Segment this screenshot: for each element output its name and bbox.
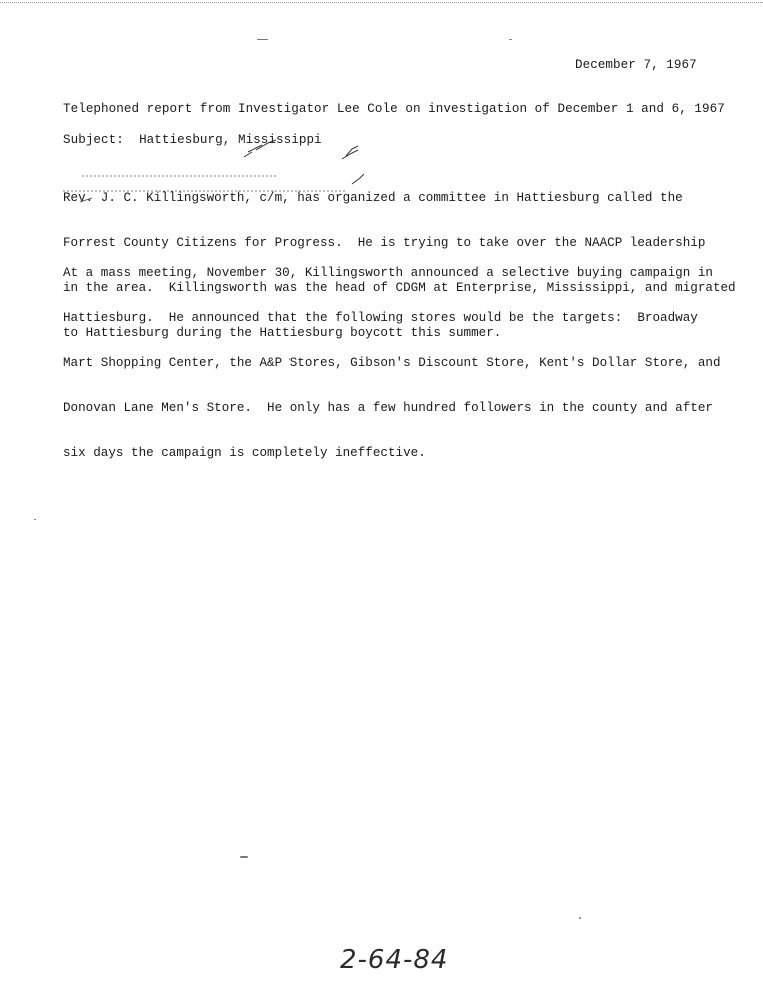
paragraph-line: Forrest County Citizens for Progress. He is trying to take over the NAACP leadership <box>63 236 706 250</box>
report-intro: Telephoned report from Investigator Lee Cole on investigation of December 1 and 6, 1967 <box>63 102 725 116</box>
paragraph-line: to Hattiesburg during the Hattiesburg boycott this summer. <box>63 326 502 340</box>
paragraph-line: At a mass meeting, November 30, Killingsworth announced a selective buying campaign in <box>63 266 713 280</box>
pen-mark <box>80 198 92 202</box>
paragraph-line: Rev. J. C. Killingsworth, c/m, has organized a committee in Hattiesburg called the <box>63 191 683 205</box>
document-date: December 7, 1967 <box>575 58 697 72</box>
paragraph-line: in the area. Killingsworth was the head of CDGM at Enterprise, Mississippi, and migrated <box>63 281 736 295</box>
handwritten-page-number: 2-64-84 <box>340 945 449 975</box>
paragraph-line: Mart Shopping Center, the A&P Stores, Gibson's Discount Store, Kent's Dollar Store, and <box>63 356 721 370</box>
checkmark-icon <box>352 174 364 184</box>
checkmark-icon <box>244 140 276 157</box>
report-subject: Subject: Hattiesburg, Mississippi <box>63 133 322 147</box>
paragraph-line: Hattiesburg. He announced that the following stores would be the targets: Broadway <box>63 311 698 325</box>
paragraph-line: six days the campaign is completely ineffective. <box>63 446 426 460</box>
checkmark-icon <box>342 146 358 159</box>
paragraph-line: Donovan Lane Men's Store. He only has a few hundred followers in the county and after <box>63 401 713 415</box>
